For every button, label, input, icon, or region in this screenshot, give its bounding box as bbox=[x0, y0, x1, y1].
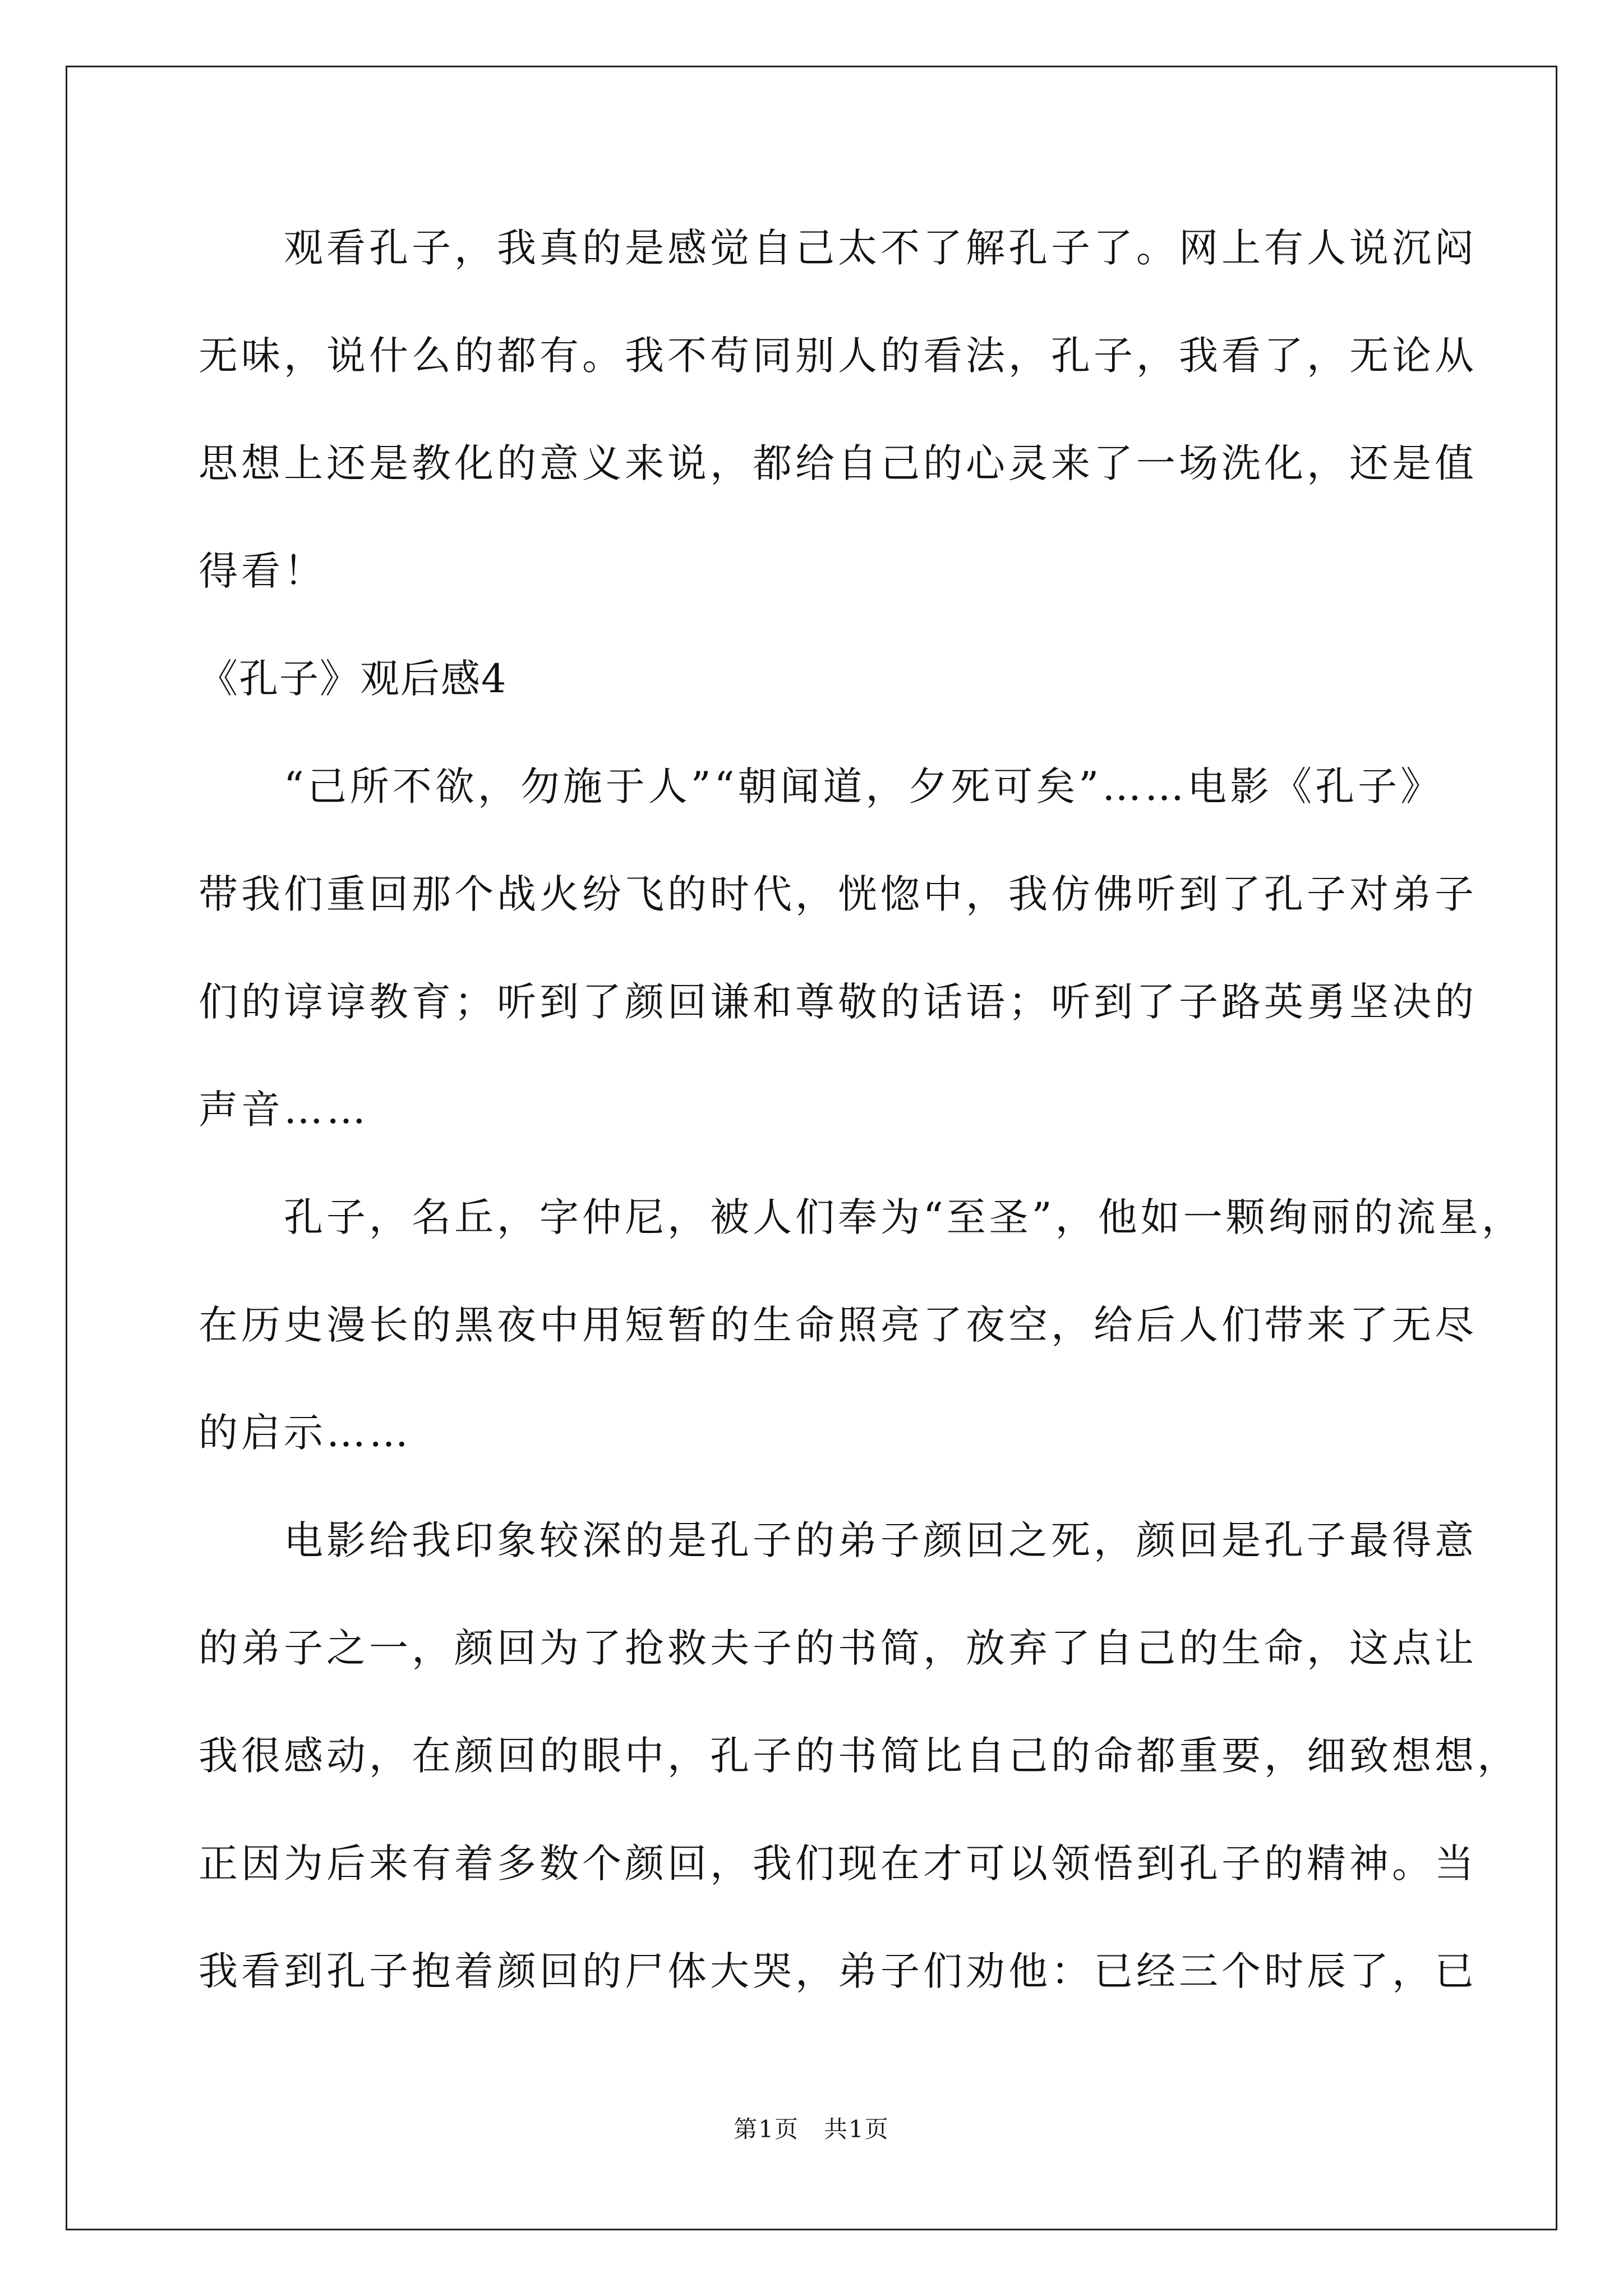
text-line: 我看到孔子抱着颜回的尸体大哭，弟子们劝他：已经三个时辰了，已 bbox=[199, 1948, 1477, 1994]
text-line: 观看孔子，我真的是感觉自己太不了解孔子了。网上有人说沉闷 bbox=[199, 225, 1477, 271]
page-number-footer: 第1页 共1页 bbox=[734, 2115, 889, 2143]
text-line: 的弟子之一，颜回为了抢救夫子的书简，放弃了自己的生命，这点让 bbox=[199, 1625, 1477, 1671]
text-line: 电影给我印象较深的是孔子的弟子颜回之死，颜回是孔子最得意 bbox=[199, 1517, 1477, 1563]
section-heading: 《孔子》观后感4 bbox=[199, 656, 508, 702]
text-line: 们的谆谆教育；听到了颜回谦和尊敬的话语；听到了子路英勇坚决的 bbox=[199, 979, 1477, 1025]
text-line: 带我们重回那个战火纷飞的时代，恍惚中，我仿佛听到了孔子对弟子 bbox=[199, 871, 1477, 917]
text-line: 正因为后来有着多数个颜回，我们现在才可以领悟到孔子的精神。当 bbox=[199, 1841, 1477, 1887]
text-line: 的启示…… bbox=[199, 1410, 412, 1456]
text-line: 孔子，名丘，字仲尼，被人们奉为“至圣”，他如一颗绚丽的流星， bbox=[199, 1194, 1524, 1240]
text-line: 思想上还是教化的意义来说，都给自己的心灵来了一场洗化，还是值 bbox=[199, 440, 1477, 486]
page-border bbox=[66, 66, 1557, 2230]
text-line: 无味，说什么的都有。我不苟同别人的看法，孔子，我看了，无论从 bbox=[199, 333, 1477, 379]
text-line: 在历史漫长的黑夜中用短暂的生命照亮了夜空，给后人们带来了无尽 bbox=[199, 1302, 1477, 1348]
text-line: 得看！ bbox=[199, 548, 326, 594]
text-line: 我很感动，在颜回的眼中，孔子的书简比自己的命都重要，细致想想， bbox=[199, 1733, 1520, 1779]
text-line: 声音…… bbox=[199, 1087, 369, 1133]
text-line: “己所不欲，勿施于人”“朝闻道，夕死可矣”……电影《孔子》 bbox=[199, 763, 1444, 809]
